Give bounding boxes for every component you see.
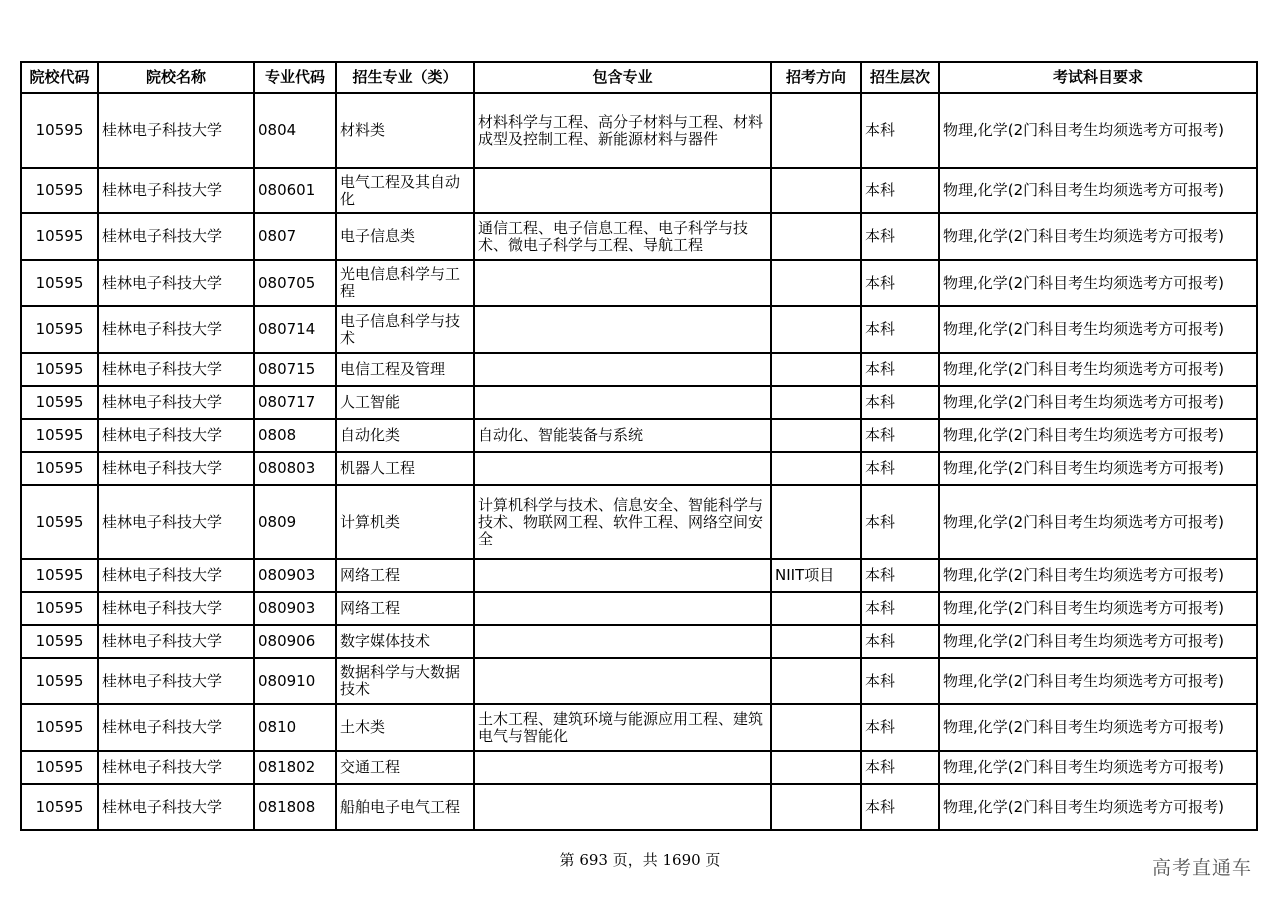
cell-school-code: 10595	[21, 306, 98, 353]
cell-school-name: 桂林电子科技大学	[98, 559, 254, 592]
cell-includes	[474, 625, 771, 658]
cell-includes	[474, 559, 771, 592]
cell-school-code: 10595	[21, 386, 98, 419]
cell-direction	[771, 419, 861, 452]
cell-requirement: 物理,化学(2门科目考生均须选考方可报考)	[939, 485, 1257, 559]
cell-level: 本科	[861, 353, 939, 386]
table-row	[21, 452, 1257, 485]
header-requirement: 考试科目要求	[939, 62, 1257, 93]
cell-requirement: 物理,化学(2门科目考生均须选考方可报考)	[939, 168, 1257, 213]
cell-school-code: 10595	[21, 485, 98, 559]
cell-includes	[474, 452, 771, 485]
table-row	[21, 559, 1257, 592]
cell-level: 本科	[861, 559, 939, 592]
table-row	[21, 704, 1257, 751]
table-row	[21, 784, 1257, 830]
cell-requirement: 物理,化学(2门科目考生均须选考方可报考)	[939, 213, 1257, 260]
cell-includes	[474, 751, 771, 784]
cell-school-name: 桂林电子科技大学	[98, 485, 254, 559]
cell-major: 电子信息类	[336, 213, 474, 260]
cell-major-code: 080903	[254, 592, 336, 625]
cell-level: 本科	[861, 704, 939, 751]
cell-major-code: 080714	[254, 306, 336, 353]
cell-level: 本科	[861, 485, 939, 559]
table-row	[21, 260, 1257, 306]
page-number: 第 693 页，共 1690 页	[559, 851, 721, 869]
table-row	[21, 386, 1257, 419]
cell-school-code: 10595	[21, 625, 98, 658]
cell-school-code: 10595	[21, 751, 98, 784]
cell-major-code: 0809	[254, 485, 336, 559]
cell-level: 本科	[861, 419, 939, 452]
cell-requirement: 物理,化学(2门科目考生均须选考方可报考)	[939, 419, 1257, 452]
cell-requirement: 物理,化学(2门科目考生均须选考方可报考)	[939, 260, 1257, 306]
cell-major-code: 080717	[254, 386, 336, 419]
watermark: 高考直通车	[1151, 857, 1252, 879]
cell-school-code: 10595	[21, 592, 98, 625]
cell-school-name: 桂林电子科技大学	[98, 386, 254, 419]
cell-includes: 土木工程、建筑环境与能源应用工程、建筑电气与智能化	[474, 704, 771, 751]
header-level: 招生层次	[861, 62, 939, 93]
cell-major-code: 080715	[254, 353, 336, 386]
table-row	[21, 93, 1257, 168]
cell-level: 本科	[861, 784, 939, 830]
cell-includes: 计算机科学与技术、信息安全、智能科学与技术、物联网工程、软件工程、网络空间安全	[474, 485, 771, 559]
cell-school-name: 桂林电子科技大学	[98, 306, 254, 353]
cell-direction	[771, 260, 861, 306]
cell-direction	[771, 213, 861, 260]
cell-includes	[474, 784, 771, 830]
cell-school-code: 10595	[21, 260, 98, 306]
cell-direction	[771, 386, 861, 419]
cell-school-code: 10595	[21, 704, 98, 751]
header-major: 招生专业（类）	[336, 62, 474, 93]
admission-table	[20, 61, 1258, 831]
cell-school-name: 桂林电子科技大学	[98, 260, 254, 306]
cell-level: 本科	[861, 260, 939, 306]
cell-school-name: 桂林电子科技大学	[98, 784, 254, 830]
cell-major: 电子信息科学与技术	[336, 306, 474, 353]
cell-level: 本科	[861, 658, 939, 704]
cell-major-code: 080803	[254, 452, 336, 485]
cell-school-code: 10595	[21, 213, 98, 260]
cell-school-code: 10595	[21, 658, 98, 704]
cell-requirement: 物理,化学(2门科目考生均须选考方可报考)	[939, 306, 1257, 353]
cell-direction	[771, 751, 861, 784]
header-school-name: 院校名称	[98, 62, 254, 93]
cell-level: 本科	[861, 93, 939, 168]
cell-major-code: 080903	[254, 559, 336, 592]
header-major-code: 专业代码	[254, 62, 336, 93]
cell-major: 机器人工程	[336, 452, 474, 485]
cell-direction	[771, 784, 861, 830]
cell-school-name: 桂林电子科技大学	[98, 592, 254, 625]
cell-school-name: 桂林电子科技大学	[98, 419, 254, 452]
cell-school-name: 桂林电子科技大学	[98, 751, 254, 784]
cell-school-name: 桂林电子科技大学	[98, 93, 254, 168]
cell-major-code: 0808	[254, 419, 336, 452]
cell-includes: 通信工程、电子信息工程、电子科学与技术、微电子科学与工程、导航工程	[474, 213, 771, 260]
cell-requirement: 物理,化学(2门科目考生均须选考方可报考)	[939, 353, 1257, 386]
cell-level: 本科	[861, 386, 939, 419]
cell-direction	[771, 353, 861, 386]
cell-major: 网络工程	[336, 559, 474, 592]
cell-direction: NIIT项目	[771, 559, 861, 592]
cell-major: 船舶电子电气工程	[336, 784, 474, 830]
cell-direction	[771, 592, 861, 625]
cell-school-code: 10595	[21, 452, 98, 485]
cell-major: 数据科学与大数据技术	[336, 658, 474, 704]
cell-school-name: 桂林电子科技大学	[98, 658, 254, 704]
cell-major: 电信工程及管理	[336, 353, 474, 386]
cell-major-code: 0804	[254, 93, 336, 168]
cell-includes: 材料科学与工程、高分子材料与工程、材料成型及控制工程、新能源材料与器件	[474, 93, 771, 168]
cell-school-code: 10595	[21, 353, 98, 386]
header-school-code: 院校代码	[21, 62, 98, 93]
cell-includes: 自动化、智能装备与系统	[474, 419, 771, 452]
cell-school-name: 桂林电子科技大学	[98, 452, 254, 485]
cell-major-code: 080906	[254, 625, 336, 658]
cell-major-code: 081808	[254, 784, 336, 830]
cell-includes	[474, 306, 771, 353]
cell-level: 本科	[861, 751, 939, 784]
cell-major: 材料类	[336, 93, 474, 168]
cell-major-code: 0810	[254, 704, 336, 751]
cell-requirement: 物理,化学(2门科目考生均须选考方可报考)	[939, 452, 1257, 485]
cell-major: 电气工程及其自动化	[336, 168, 474, 213]
cell-requirement: 物理,化学(2门科目考生均须选考方可报考)	[939, 93, 1257, 168]
cell-level: 本科	[861, 306, 939, 353]
cell-includes	[474, 260, 771, 306]
cell-major: 计算机类	[336, 485, 474, 559]
cell-major: 土木类	[336, 704, 474, 751]
cell-level: 本科	[861, 452, 939, 485]
table-row	[21, 419, 1257, 452]
cell-direction	[771, 485, 861, 559]
table-row	[21, 658, 1257, 704]
cell-school-code: 10595	[21, 168, 98, 213]
cell-includes	[474, 168, 771, 213]
cell-major: 光电信息科学与工程	[336, 260, 474, 306]
cell-major: 自动化类	[336, 419, 474, 452]
table-row	[21, 306, 1257, 353]
cell-requirement: 物理,化学(2门科目考生均须选考方可报考)	[939, 386, 1257, 419]
table-row	[21, 592, 1257, 625]
cell-requirement: 物理,化学(2门科目考生均须选考方可报考)	[939, 751, 1257, 784]
header-row	[21, 62, 1257, 93]
cell-requirement: 物理,化学(2门科目考生均须选考方可报考)	[939, 559, 1257, 592]
cell-school-name: 桂林电子科技大学	[98, 168, 254, 213]
cell-direction	[771, 306, 861, 353]
cell-requirement: 物理,化学(2门科目考生均须选考方可报考)	[939, 592, 1257, 625]
cell-direction	[771, 168, 861, 213]
cell-major: 人工智能	[336, 386, 474, 419]
cell-level: 本科	[861, 625, 939, 658]
table-row	[21, 168, 1257, 213]
table-row	[21, 751, 1257, 784]
cell-major: 交通工程	[336, 751, 474, 784]
cell-major-code: 081802	[254, 751, 336, 784]
cell-school-code: 10595	[21, 784, 98, 830]
cell-school-code: 10595	[21, 93, 98, 168]
cell-major-code: 080705	[254, 260, 336, 306]
table-row	[21, 485, 1257, 559]
cell-includes	[474, 386, 771, 419]
cell-includes	[474, 658, 771, 704]
cell-includes	[474, 353, 771, 386]
cell-requirement: 物理,化学(2门科目考生均须选考方可报考)	[939, 704, 1257, 751]
cell-level: 本科	[861, 592, 939, 625]
cell-direction	[771, 625, 861, 658]
cell-school-name: 桂林电子科技大学	[98, 213, 254, 260]
cell-direction	[771, 452, 861, 485]
cell-requirement: 物理,化学(2门科目考生均须选考方可报考)	[939, 784, 1257, 830]
table-row	[21, 353, 1257, 386]
cell-includes	[474, 592, 771, 625]
cell-level: 本科	[861, 168, 939, 213]
cell-direction	[771, 704, 861, 751]
cell-requirement: 物理,化学(2门科目考生均须选考方可报考)	[939, 625, 1257, 658]
cell-major-code: 080601	[254, 168, 336, 213]
cell-requirement: 物理,化学(2门科目考生均须选考方可报考)	[939, 658, 1257, 704]
header-includes: 包含专业	[474, 62, 771, 93]
cell-major-code: 080910	[254, 658, 336, 704]
cell-direction	[771, 93, 861, 168]
table-row	[21, 625, 1257, 658]
cell-major: 数字媒体技术	[336, 625, 474, 658]
cell-school-code: 10595	[21, 559, 98, 592]
table-row	[21, 213, 1257, 260]
header-direction: 招考方向	[771, 62, 861, 93]
cell-school-name: 桂林电子科技大学	[98, 353, 254, 386]
cell-major-code: 0807	[254, 213, 336, 260]
cell-direction	[771, 658, 861, 704]
cell-major: 网络工程	[336, 592, 474, 625]
cell-school-code: 10595	[21, 419, 98, 452]
cell-school-name: 桂林电子科技大学	[98, 704, 254, 751]
cell-level: 本科	[861, 213, 939, 260]
cell-school-name: 桂林电子科技大学	[98, 625, 254, 658]
